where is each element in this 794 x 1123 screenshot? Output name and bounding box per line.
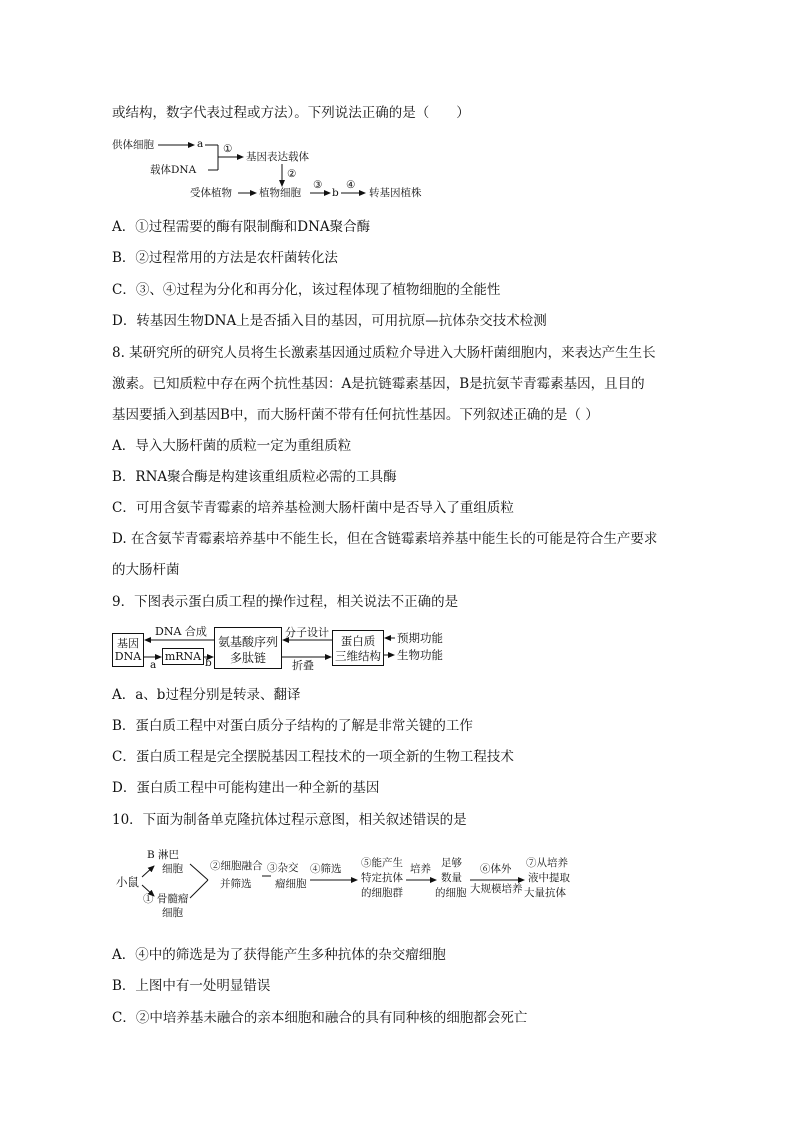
q10-invitro-line-2: 大规模培养 <box>470 883 523 895</box>
q10-myeloma-line-2: 细胞 <box>162 907 183 919</box>
q9-molecular-design: 分子设计 <box>285 626 329 639</box>
q10-enough-line-2: 数量 <box>441 872 462 884</box>
q10-cell-group-line-2: 特定抗体 <box>361 872 403 884</box>
q10-fusion-line-2: 并筛选 <box>220 878 252 890</box>
q7-transgenic-plant: 转基因植株 <box>369 187 422 199</box>
q10-option-b: B．上图中有一处明显错误 <box>112 978 271 994</box>
q7-recipient-plant: 受体植物 <box>190 187 232 199</box>
q8-option-a: A．导入大肠杆菌的质粒一定为重组质粒 <box>112 438 352 454</box>
q10-extract-line-1: ⑦从培养 <box>526 857 568 869</box>
q7-stem-tail: 或结构，数字代表过程或方法）。下列说法正确的是（ ） <box>112 105 470 121</box>
q9-option-b: B．蛋白质工程中对蛋白质分子结构的了解是非常关键的工作 <box>112 718 473 734</box>
q10-screening: ④筛选 <box>310 863 342 875</box>
q9-option-d: D．蛋白质工程中可能构建出一种全新的基因 <box>112 780 380 796</box>
q7-option-d: D．转基因生物DNA上是否插入目的基因，可用抗原—抗体杂交技术检测 <box>112 313 547 329</box>
q9-dna-synthesis: DNA 合成 <box>155 625 207 638</box>
q7-step-3: ③ <box>313 179 323 191</box>
q7-option-b: B．②过程常用的方法是农杆菌转化法 <box>112 250 338 266</box>
q9-protein-line-1: 蛋白质 <box>340 634 376 648</box>
q8-stem-line-1: 8. 某研究所的研究人员将生长激素基因通过质粒介导进入大肠杆菌细胞内，来表达产生生长 <box>112 345 656 361</box>
q9-protein-line-2: 三维结构 <box>335 649 381 663</box>
q8-option-d-line-1: D. 在含氨苄青霉素培养基中不能生长，但在含链霉素培养基中能生长的可能是符合生产要求 <box>112 531 658 547</box>
q9-gene-dna-line-2: DNA <box>114 650 142 663</box>
q10-enough-line-1: 足够 <box>441 857 462 869</box>
q9-mrna-label: mRNA <box>164 650 202 663</box>
q10-fusion-line-1: ②细胞融合 <box>210 860 263 872</box>
q8-option-d-line-2: 的大肠杆菌 <box>112 562 180 578</box>
q7-label-a: a <box>197 138 204 150</box>
q7-step-2: ② <box>287 168 297 180</box>
q7-plant-cell: 植物细胞 <box>259 187 301 199</box>
q10-option-c: C．②中培养基未融合的亲本细胞和融合的具有同种核的细胞都会死亡 <box>112 1010 528 1026</box>
q9-expected-function: 预期功能 <box>397 631 443 645</box>
q8-stem-line-3: 基因要插入到基因B中，而大肠杆菌不带有任何抗性基因。下列叙述正确的是（ ） <box>112 407 599 423</box>
q9-gene-dna-line-1: 基因 <box>117 637 139 650</box>
q8-option-c: C．可用含氨苄青霉素的培养基检测大肠杆菌中是否导入了重组质粒 <box>112 500 514 516</box>
q8-stem-line-2: 激素。已知质粒中存在两个抗性基因：A是抗链霉素基因，B是抗氨苄青霉素基因，且目的 <box>112 376 645 392</box>
q10-extract-line-3: 大量抗体 <box>524 887 566 899</box>
q10-hybridoma-line-1: ③杂交 <box>267 862 299 874</box>
q10-mouse: 小鼠 <box>116 875 139 889</box>
q10-invitro-line-1: ⑥体外 <box>480 863 512 875</box>
q10-cell-group-line-1: ⑤能产生 <box>361 857 403 869</box>
q7-option-a: A．①过程需要的酶有限制酶和DNA聚合酶 <box>112 219 371 235</box>
q10-option-a: A．④中的筛选是为了获得能产生多种抗体的杂交瘤细胞 <box>112 947 446 963</box>
q9-option-a: A．a、b过程分别是转录、翻译 <box>112 687 301 703</box>
q10-enough-line-3: 的细胞 <box>435 887 467 899</box>
q10-b-cell-line-1: B 淋巴 <box>147 849 180 861</box>
q10-b-cell-line-2: 细胞 <box>162 863 183 875</box>
q7-label-b: b <box>332 187 339 199</box>
q9-aa-seq-line-1: 氨基酸序列 <box>217 635 278 649</box>
q10-hybridoma-line-2: 瘤细胞 <box>275 878 307 890</box>
q9-folding: 折叠 <box>292 659 314 672</box>
q10-extract-line-2: 液中提取 <box>528 872 570 884</box>
q7-step-1: ① <box>223 143 233 155</box>
q7-vector-dna: 载体DNA <box>150 164 197 176</box>
q9-stem: 9．下图表示蛋白质工程的操作过程，相关说法不正确的是 <box>112 594 459 610</box>
q8-option-b: B．RNA聚合酶是构建该重组质粒必需的工具酶 <box>112 469 397 485</box>
q10-stem: 10．下面为制备单克隆抗体过程示意图，相关叙述错误的是 <box>112 812 467 828</box>
q9-label-a: a <box>150 659 157 671</box>
q7-step-4: ④ <box>346 179 356 191</box>
q7-donor-cell: 供体细胞 <box>112 139 154 151</box>
q7-expression-vector: 基因表达载体 <box>246 151 309 163</box>
q10-myeloma-line-1: ① 骨髓瘤 <box>143 893 189 905</box>
q10-cell-group-line-3: 的细胞群 <box>361 887 403 899</box>
q9-biological-function: 生物功能 <box>397 648 443 662</box>
q10-culture: 培养 <box>410 863 431 875</box>
q9-label-b: b <box>205 657 212 669</box>
q9-option-c: C．蛋白质工程是完全摆脱基因工程技术的一项全新的生物工程技术 <box>112 749 514 765</box>
q7-option-c: C．③、④过程为分化和再分化，该过程体现了植物细胞的全能性 <box>112 282 501 298</box>
q9-aa-seq-line-2: 多肽链 <box>229 651 266 665</box>
